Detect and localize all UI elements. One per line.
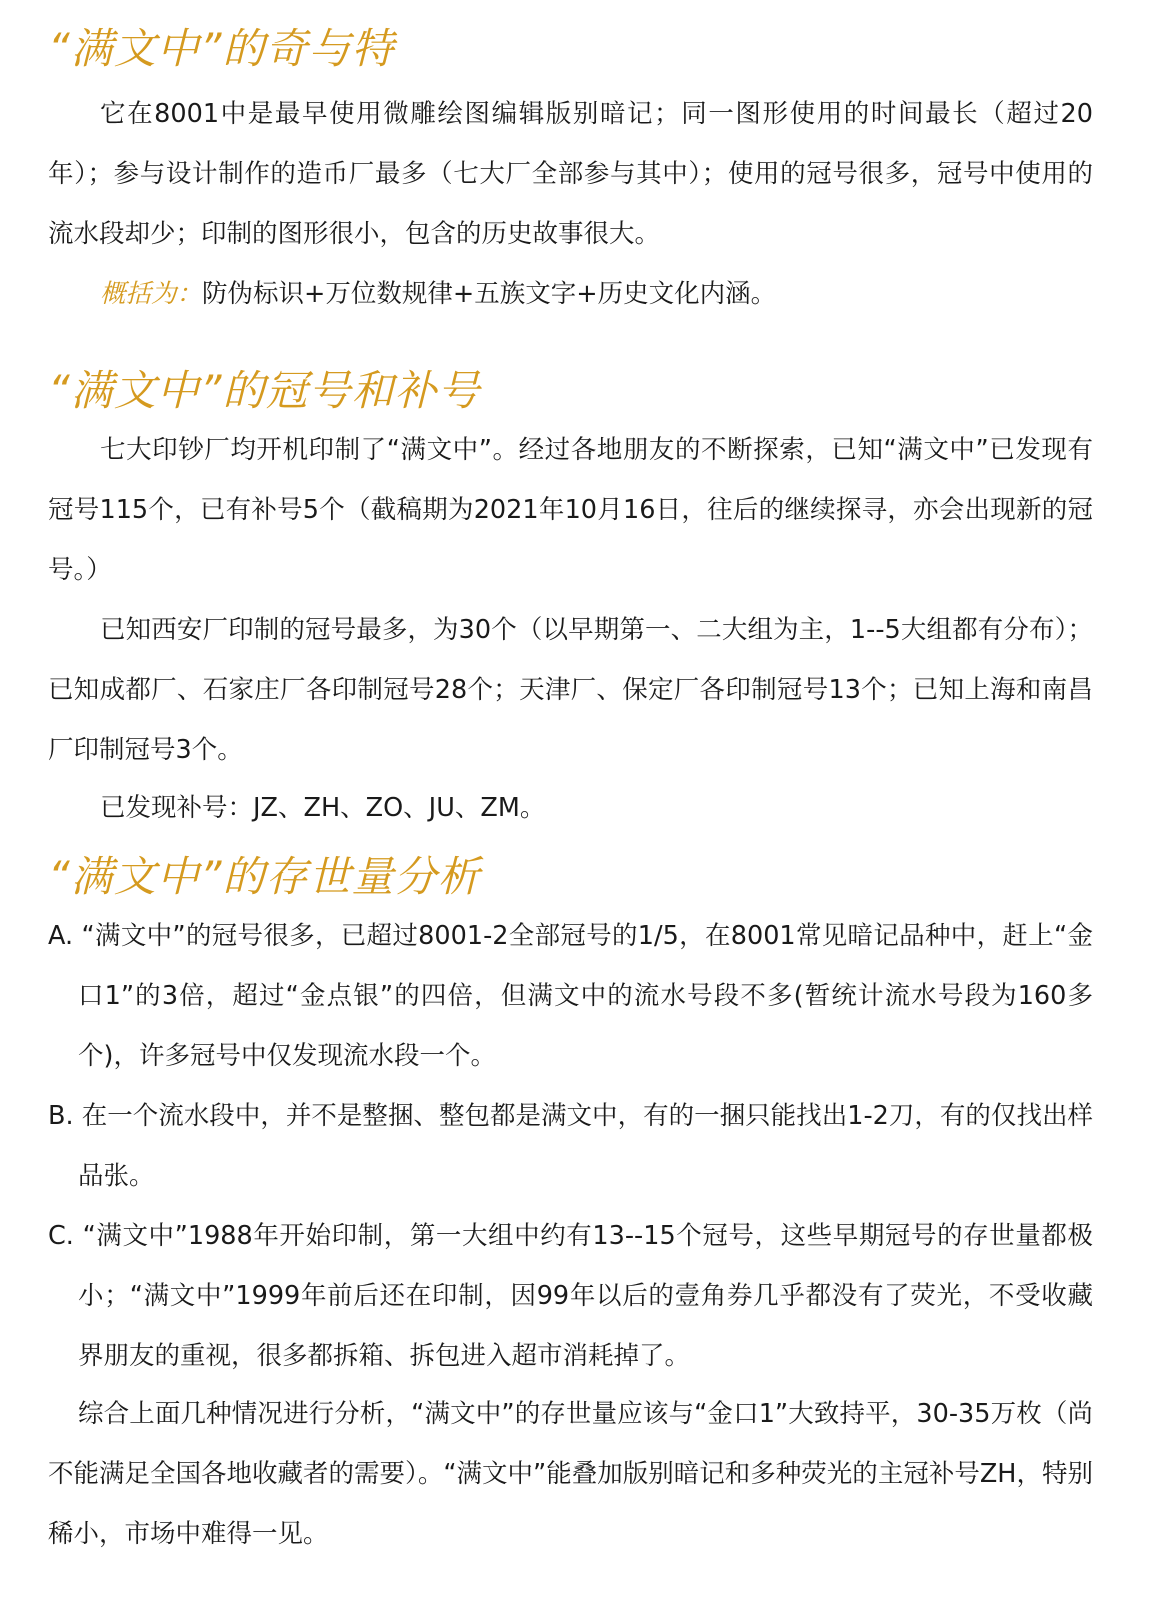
conclusion-paragraph: 综合上面几种情况进行分析，“满文中”的存世量应该与“金口1”大致持平，30-35万枚（尚不能满足全国各地收藏者的需要）。“满文中”能叠加版别暗记和多种荧光的主冠补号ZH，特别稀小，市场中难得一见。	[48, 1399, 1093, 1549]
prefix-paragraph-2: 已知西安厂印制的冠号最多，为30个（以早期第一、二大组为主，1--5大组都有分布）；已知成都厂、石家庄厂各印制冠号28个；天津厂、保定厂各印制冠号13个；已知上海和南昌厂印制冠号3个。	[48, 615, 1093, 765]
summary-text: 防伪标识+万位数规律+五族文字+历史文化内涵。	[202, 279, 777, 309]
analysis-item-a: A. “满文中”的冠号很多，已超过8001-2全部冠号的1/5，在8001常见暗记品种中，赶上“金口1”的3倍，超过“金点银”的四倍，但满文中的流水号段不多(暂统计流水号段为160多个)，许多冠号中仅发现流水段一个。	[48, 921, 1093, 1071]
summary-label: 概括为：	[100, 279, 203, 309]
analysis-item-c: C. “满文中”1988年开始印制，第一大组中约有13--15个冠号，这些早期冠号的存世量都极小；“满文中”1999年前后还在印制，因99年以后的壹角券几乎都没有了荧光，不受收藏界朋友的重视，很多都拆箱、拆包进入超市消耗掉了。	[48, 1221, 1093, 1371]
section-heading-features: “满文中”的奇与特	[48, 24, 395, 73]
prefix-paragraph-1: 七大印钞厂均开机印制了“满文中”。经过各地朋友的不断探索，已知“满文中”已发现有冠号115个，已有补号5个（截稿期为2021年10月16日，往后的继续探寻，亦会出现新的冠号。）	[48, 435, 1093, 585]
section-heading-survival: “满文中”的存世量分析	[48, 852, 481, 901]
section-heading-prefix: “满文中”的冠号和补号	[48, 366, 481, 415]
prefix-paragraph-3: 已发现补号：JZ、ZH、ZO、JU、ZM。	[100, 793, 546, 823]
summary-line	[48, 264, 1093, 324]
analysis-item-b: B. 在一个流水段中，并不是整捆、整包都是满文中，有的一捆只能找出1-2刀，有的仅找出样品张。	[48, 1101, 1093, 1191]
features-paragraph: 它在8001中是最早使用微雕绘图编辑版别暗记；同一图形使用的时间最长（超过20年）；参与设计制作的造币厂最多（七大厂全部参与其中）；使用的冠号很多，冠号中使用的流水段却少；印制的图形很小，包含的历史故事很大。	[48, 99, 1093, 249]
